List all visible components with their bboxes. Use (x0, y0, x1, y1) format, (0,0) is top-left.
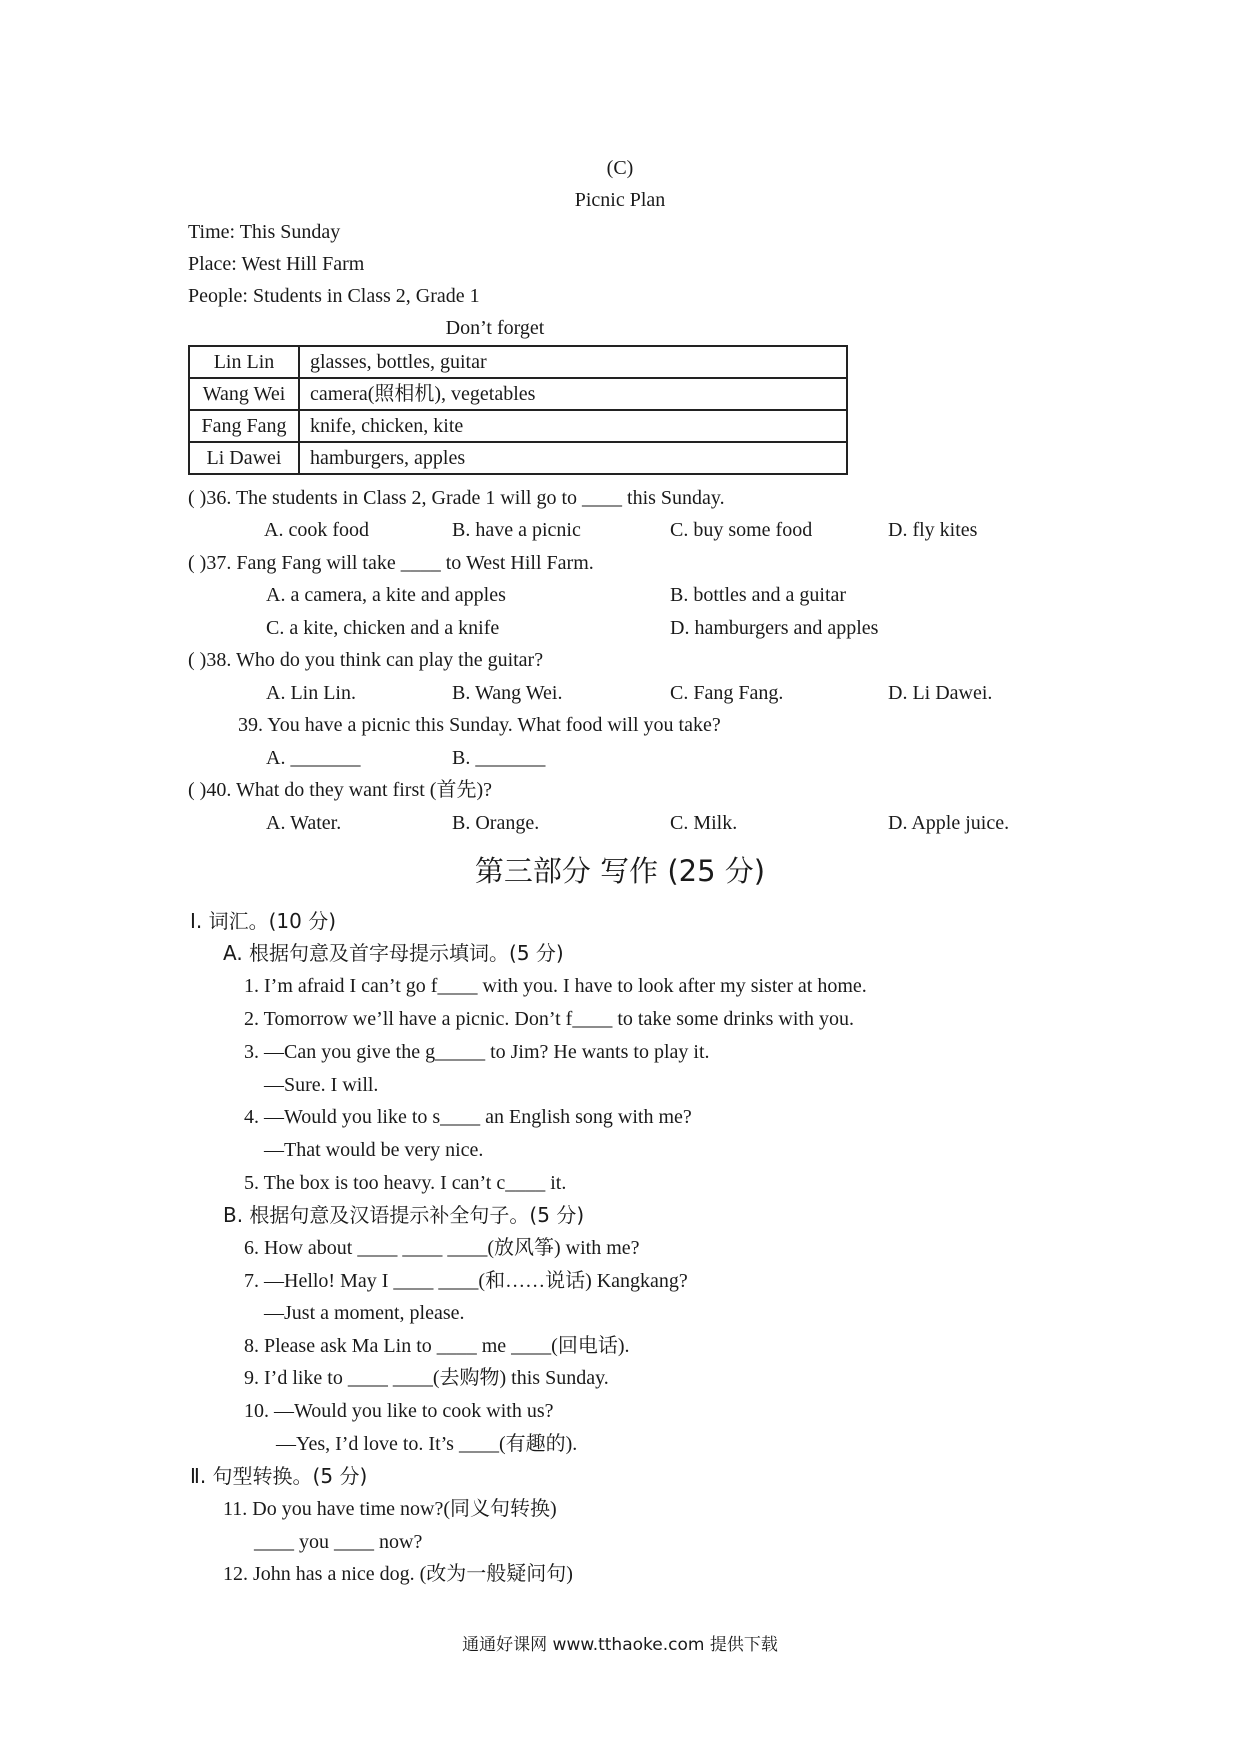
b-line-7-reply: —Just a moment, please. (264, 1302, 465, 1324)
transform-heading: Ⅱ. 句型转换。(5 分) (190, 1464, 368, 1488)
table-cell-name: Li Dawei (189, 442, 299, 474)
table-cell-name: Fang Fang (189, 410, 299, 442)
a-line-1: 1. I’m afraid I can’t go f____ with you. I have to look after my sister at home. (244, 975, 867, 997)
q37-option-c: C. a kite, chicken and a knife (266, 617, 500, 639)
q36-option-d: D. fly kites (888, 519, 978, 541)
vocab-heading: Ⅰ. 词汇。(10 分) (190, 909, 337, 933)
q37-option-d: D. hamburgers and apples (670, 617, 879, 639)
plan-place: Place: West Hill Farm (188, 253, 365, 275)
a-line-4-reply: —That would be very nice. (264, 1139, 484, 1161)
reading-label: (C) (606, 157, 634, 179)
dont-forget-table (188, 345, 848, 475)
q36-option-c: C. buy some food (670, 519, 813, 541)
plan-time: Time: This Sunday (188, 221, 341, 243)
table-caption: Don’t forget (445, 317, 545, 339)
question-38-stem: ( )38. Who do you think can play the guitar? (188, 649, 544, 671)
a-line-2: 2. Tomorrow we’ll have a picnic. Don’t f____ to take some drinks with you. (244, 1008, 854, 1030)
a-line-5: 5. The box is too heavy. I can’t c____ it. (244, 1172, 567, 1194)
table-row (189, 442, 847, 474)
b-line-9: 9. I’d like to ____ ____(去购物) this Sunday. (244, 1367, 609, 1389)
table-cell-items: knife, chicken, kite (299, 410, 847, 442)
q39-blank-b: B. _______ (452, 747, 546, 769)
b-line-10-reply: —Yes, I’d love to. It’s ____(有趣的). (276, 1433, 578, 1455)
part3-title: 第三部分 写作 (25 分) (474, 854, 766, 888)
t-line-11-answer: ____ you ____ now? (254, 1531, 423, 1553)
t-line-11: 11. Do you have time now?(同义句转换) (223, 1498, 557, 1520)
sub-b-heading: B. 根据句意及汉语提示补全句子。(5 分) (223, 1203, 585, 1227)
q36-option-a: A. cook food (264, 519, 369, 541)
q36-option-b: B. have a picnic (452, 519, 581, 541)
reading-title: Picnic Plan (574, 189, 666, 211)
table-cell-name: Wang Wei (189, 378, 299, 410)
b-line-8: 8. Please ask Ma Lin to ____ me ____(回电话). (244, 1335, 630, 1357)
b-line-6: 6. How about ____ ____ ____(放风筝) with me? (244, 1237, 640, 1259)
q40-option-d: D. Apple juice. (888, 812, 1010, 834)
table-cell-name: Lin Lin (189, 346, 299, 378)
a-line-3-reply: —Sure. I will. (264, 1074, 379, 1096)
question-39-stem: 39. You have a picnic this Sunday. What food will you take? (238, 714, 721, 736)
q37-option-a: A. a camera, a kite and apples (266, 584, 506, 606)
footer-credit: 通通好课网 www.tthaoke.com 提供下载 (462, 1635, 778, 1655)
q39-blank-a: A. _______ (266, 747, 361, 769)
b-line-10: 10. —Would you like to cook with us? (244, 1400, 554, 1422)
question-40-stem: ( )40. What do they want first (首先)? (188, 779, 492, 801)
q37-option-b: B. bottles and a guitar (670, 584, 847, 606)
q40-option-c: C. Milk. (670, 812, 738, 834)
q38-option-a: A. Lin Lin. (266, 682, 356, 704)
a-line-4: 4. —Would you like to s____ an English song with me? (244, 1106, 692, 1128)
table-cell-items: hamburgers, apples (299, 442, 847, 474)
q38-option-b: B. Wang Wei. (452, 682, 563, 704)
plan-people: People: Students in Class 2, Grade 1 (188, 285, 480, 307)
table-row (189, 410, 847, 442)
q38-option-d: D. Li Dawei. (888, 682, 993, 704)
q40-option-b: B. Orange. (452, 812, 540, 834)
table-cell-items: camera(照相机), vegetables (299, 378, 847, 410)
t-line-12: 12. John has a nice dog. (改为一般疑问句) (223, 1563, 573, 1585)
q38-option-c: C. Fang Fang. (670, 682, 784, 704)
a-line-3: 3. —Can you give the g_____ to Jim? He wants to play it. (244, 1041, 710, 1063)
question-37-stem: ( )37. Fang Fang will take ____ to West Hill Farm. (188, 552, 594, 574)
table-row (189, 346, 847, 378)
q40-option-a: A. Water. (266, 812, 342, 834)
sub-a-heading: A. 根据句意及首字母提示填词。(5 分) (223, 941, 564, 965)
table-cell-items: glasses, bottles, guitar (299, 346, 847, 378)
table-row (189, 378, 847, 410)
question-36-stem: ( )36. The students in Class 2, Grade 1 will go to ____ this Sunday. (188, 487, 725, 509)
b-line-7: 7. —Hello! May I ____ ____(和……说话) Kangkang? (244, 1270, 688, 1292)
